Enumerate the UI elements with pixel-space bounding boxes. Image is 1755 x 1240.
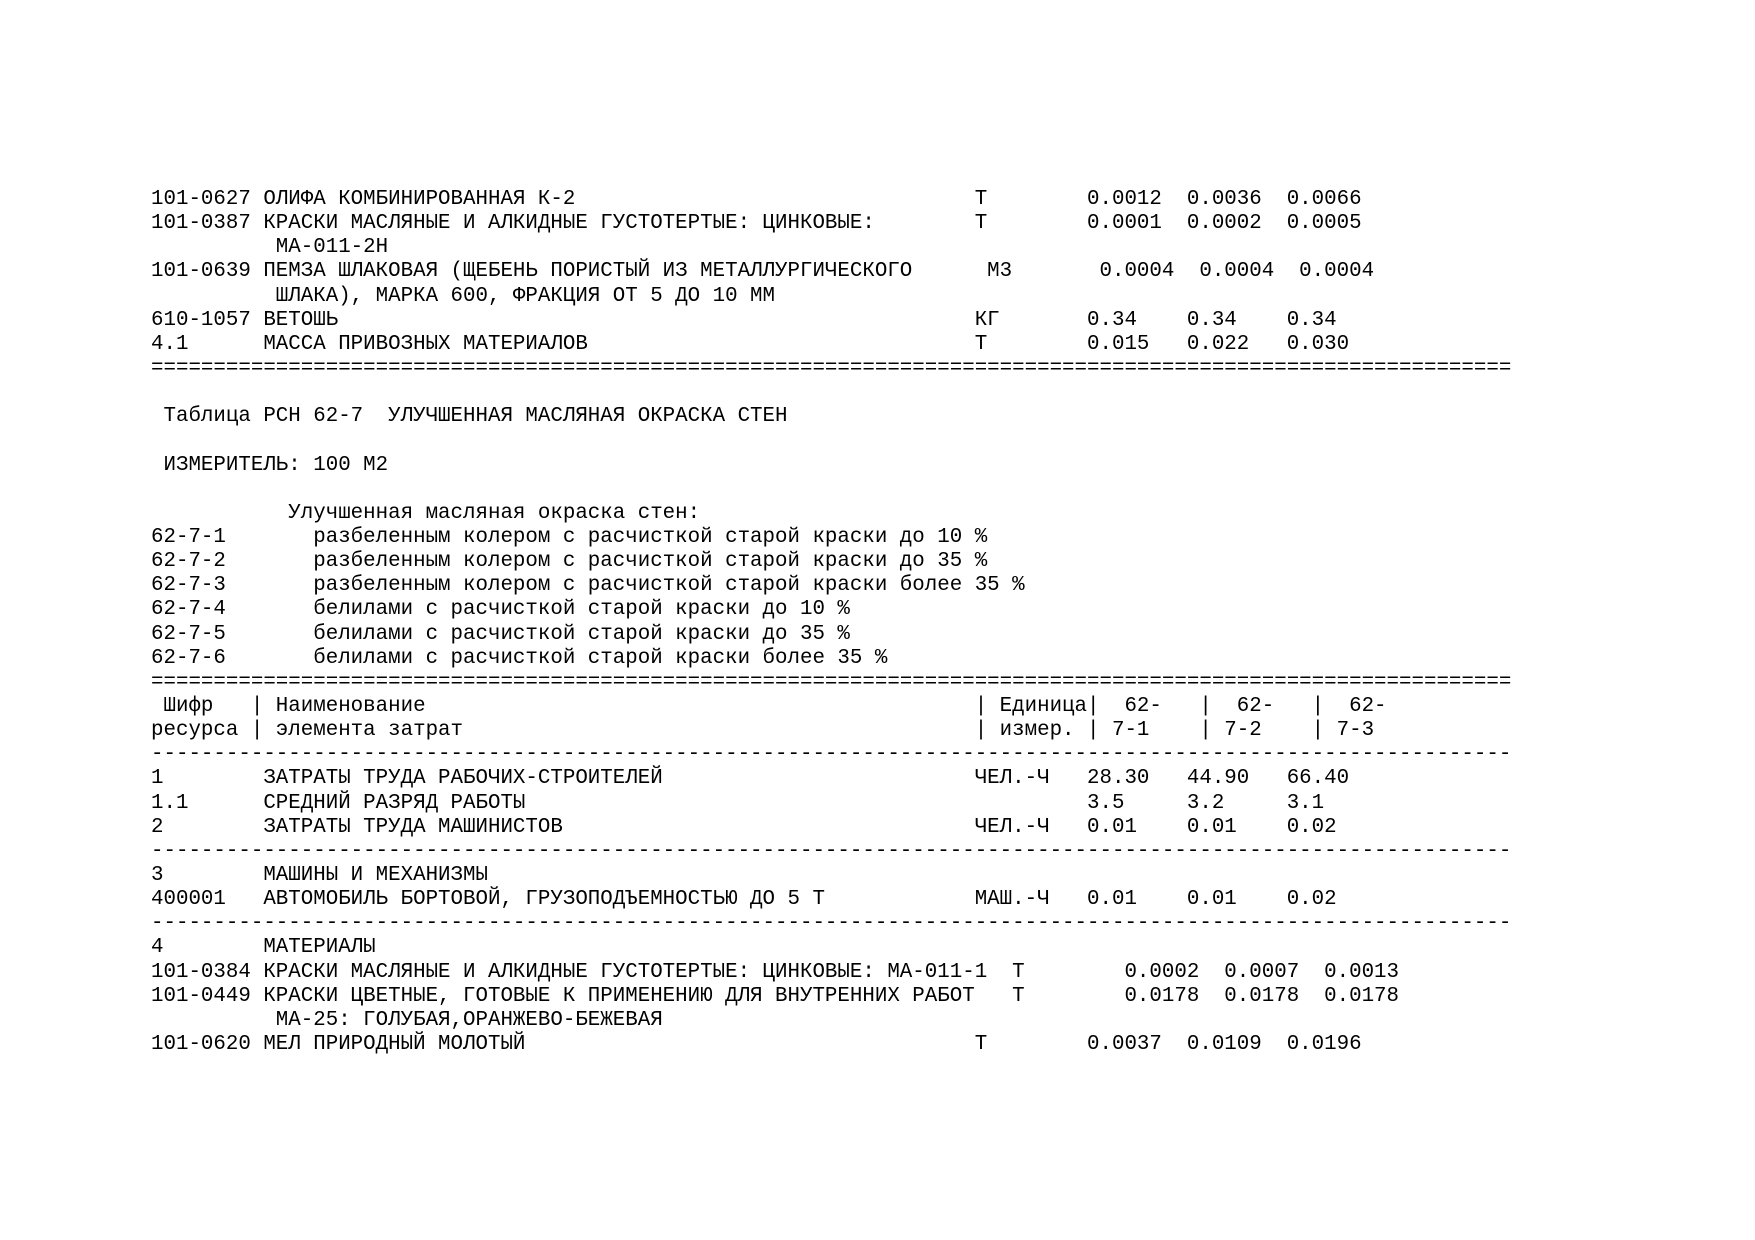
document-line: ============================================================================================================= <box>151 356 1512 380</box>
document-line <box>151 381 1511 405</box>
document-line: 4 МАТЕРИАЛЫ <box>151 936 376 960</box>
document-line: 101-0627 ОЛИФА КОМБИНИРОВАННАЯ К-2 Т 0.0012 0.0036 0.0066 <box>151 188 1362 211</box>
document-line: 62-7-2 разбеленным колером с расчисткой старой краски до 35 % <box>151 550 988 574</box>
document-line: 4.1 МАССА ПРИВОЗНЫХ МАТЕРИАЛОВ Т 0.015 0.022 0.030 <box>151 332 1350 356</box>
document-line: 101-0384 КРАСКИ МАСЛЯНЫЕ И АЛКИДНЫЕ ГУСТОТЕРТЫЕ: ЦИНКОВЫЕ: МА-011-1 Т 0.0002 0.0007 0.0013 <box>151 960 1400 984</box>
document-line: Таблица РСН 62-7 УЛУЧШЕННАЯ МАСЛЯНАЯ ОКРАСКА СТЕН <box>151 405 788 429</box>
document-line: 62-7-4 белилами с расчисткой старой краски до 10 % <box>151 598 850 622</box>
document-line: ------------------------------------------------------------------------------------------------------------- <box>151 743 1512 767</box>
document-line: 1.1 СРЕДНИЙ РАЗРЯД РАБОТЫ 3.5 3.2 3.1 <box>151 791 1325 815</box>
document-line: 101-0449 КРАСКИ ЦВЕТНЫЕ, ГОТОВЫЕ К ПРИМЕНЕНИЮ ДЛЯ ВНУТРЕННИХ РАБОТ Т 0.0178 0.0178 0.0178 <box>151 984 1400 1008</box>
document-line <box>151 429 1511 453</box>
document-line <box>151 478 1511 502</box>
document-line: 2 ЗАТРАТЫ ТРУДА МАШИНИСТОВ ЧЕЛ.-Ч 0.01 0.01 0.02 <box>151 815 1337 839</box>
document-line: МА-011-2Н <box>151 236 389 260</box>
document-line: Шифр | Наименование | Единица| 62- | 62- | 62- <box>151 694 1387 718</box>
document-line: ------------------------------------------------------------------------------------------------------------- <box>151 912 1512 936</box>
document-line: 101-0620 МЕЛ ПРИРОДНЫЙ МОЛОТЫЙ Т 0.0037 0.0109 0.0196 <box>151 1032 1362 1056</box>
document-line: ------------------------------------------------------------------------------------------------------------- <box>151 839 1512 863</box>
document-line: 62-7-6 белилами с расчисткой старой краски более 35 % <box>151 646 888 670</box>
document-line: 101-0387 КРАСКИ МАСЛЯНЫЕ И АЛКИДНЫЕ ГУСТОТЕРТЫЕ: ЦИНКОВЫЕ: Т 0.0001 0.0002 0.0005 <box>151 212 1362 236</box>
document-body <box>151 188 1511 1057</box>
document-line: 101-0639 ПЕМЗА ШЛАКОВАЯ (ЩЕБЕНЬ ПОРИСТЫЙ ИЗ МЕТАЛЛУРГИЧЕСКОГО М3 0.0004 0.0004 0.0004 <box>151 260 1375 284</box>
document-line: МА-25: ГОЛУБАЯ,ОРАНЖЕВО-БЕЖЕВАЯ <box>151 1008 663 1032</box>
document-line: ============================================================================================================= <box>151 670 1512 694</box>
document-line: 1 ЗАТРАТЫ ТРУДА РАБОЧИХ-СТРОИТЕЛЕЙ ЧЕЛ.-Ч 28.30 44.90 66.40 <box>151 767 1350 791</box>
document-line: 62-7-3 разбеленным колером с расчисткой старой краски более 35 % <box>151 574 1025 598</box>
document-line: 62-7-1 разбеленным колером с расчисткой старой краски до 10 % <box>151 525 988 549</box>
document-line: 400001 АВТОМОБИЛЬ БОРТОВОЙ, ГРУЗОПОДЪЕМНОСТЬЮ ДО 5 Т МАШ.-Ч 0.01 0.01 0.02 <box>151 888 1337 912</box>
document-line: 610-1057 ВЕТОШЬ КГ 0.34 0.34 0.34 <box>151 308 1337 332</box>
document-line: ресурса | элемента затрат | измер. | 7-1 | 7-2 | 7-3 <box>151 719 1375 743</box>
document-line: 3 МАШИНЫ И МЕХАНИЗМЫ <box>151 863 488 887</box>
document-line: Улучшенная масляная окраска стен: <box>151 501 701 525</box>
document-line: ШЛАКА), МАРКА 600, ФРАКЦИЯ ОТ 5 ДО 10 ММ <box>151 284 776 308</box>
document-line: ИЗМЕРИТЕЛЬ: 100 М2 <box>151 453 389 477</box>
document-line: 62-7-5 белилами с расчисткой старой краски до 35 % <box>151 622 850 646</box>
